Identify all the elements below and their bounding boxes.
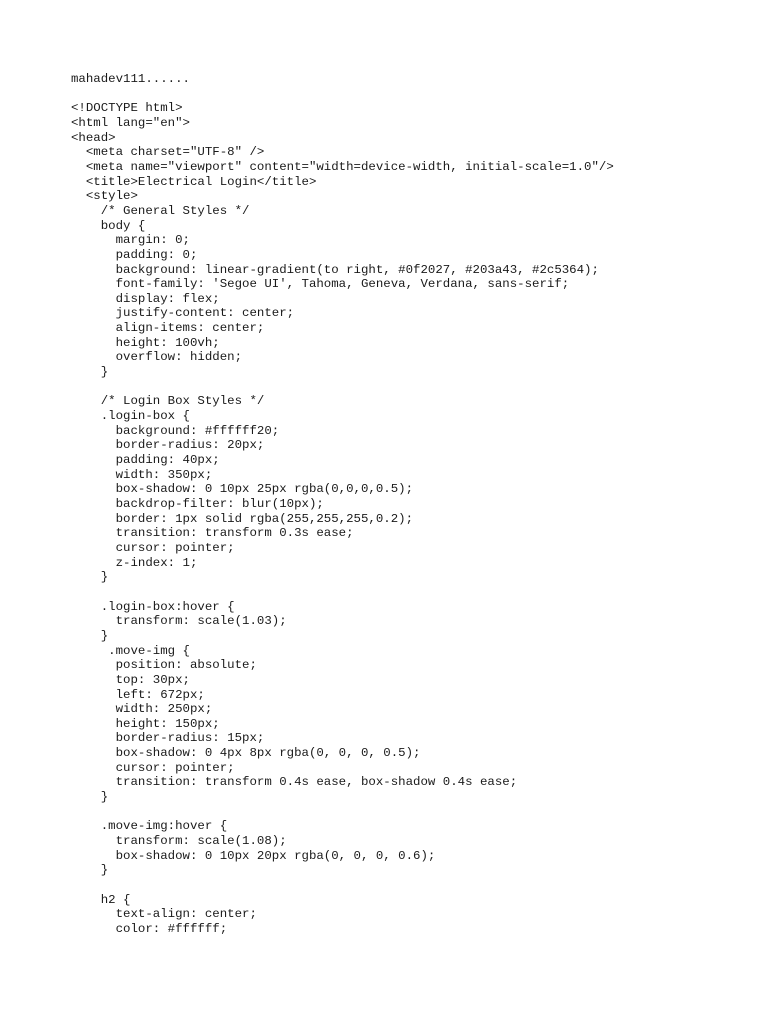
code-line: backdrop-filter: blur(10px); bbox=[71, 497, 324, 511]
code-line: transition: transform 0.3s ease; bbox=[71, 526, 354, 541]
code-line: } bbox=[71, 790, 109, 805]
code-line: <meta charset="UTF-8" /> bbox=[71, 145, 265, 160]
code-line: cursor: pointer; bbox=[71, 760, 235, 775]
code-line: mahadev111...... bbox=[71, 72, 190, 86]
code-line: transform: scale(1.03); bbox=[71, 614, 287, 629]
code-line: } bbox=[71, 863, 109, 878]
code-line: height: 150px; bbox=[71, 716, 220, 731]
code-line: box-shadow: 0 4px 8px rgba(0, 0, 0, 0.5); bbox=[71, 746, 421, 761]
code-line: width: 250px; bbox=[71, 702, 213, 717]
code-line: width: 350px; bbox=[71, 467, 213, 482]
code-line: margin: 0; bbox=[71, 233, 190, 248]
code-line: justify-content: center; bbox=[71, 306, 295, 321]
code-line bbox=[71, 878, 751, 893]
code-line: body { bbox=[71, 218, 146, 233]
code-line: transition: transform 0.4s ease, box-shadow 0.4s ease; bbox=[71, 775, 518, 790]
code-line: padding: 0; bbox=[71, 247, 198, 262]
code-line bbox=[71, 380, 751, 395]
code-line bbox=[71, 87, 751, 102]
code-line: color: #ffffff; bbox=[71, 921, 228, 936]
code-line: .login-box { bbox=[71, 409, 190, 424]
code-line: top: 30px; bbox=[71, 672, 190, 687]
code-line: align-items: center; bbox=[71, 321, 265, 336]
code-line: } bbox=[71, 570, 109, 585]
code-line: <head> bbox=[71, 130, 116, 145]
code-line: position: absolute; bbox=[71, 658, 257, 673]
code-line: h2 { bbox=[71, 892, 131, 907]
code-line: display: flex; bbox=[71, 291, 220, 306]
code-text-block bbox=[71, 72, 751, 937]
code-line: transform: scale(1.08); bbox=[71, 834, 287, 849]
code-line: overflow: hidden; bbox=[71, 350, 243, 365]
code-line: border-radius: 15px; bbox=[71, 731, 265, 746]
code-line: /* General Styles */ bbox=[71, 203, 250, 218]
code-line: box-shadow: 0 10px 20px rgba(0, 0, 0, 0.6); bbox=[71, 848, 436, 863]
code-line: border: 1px solid rgba(255,255,255,0.2); bbox=[71, 511, 414, 526]
code-line: .move-img { bbox=[71, 643, 190, 658]
code-line: box-shadow: 0 10px 25px rgba(0,0,0,0.5); bbox=[71, 482, 414, 497]
code-line: } bbox=[71, 365, 109, 380]
code-line: left: 672px; bbox=[71, 687, 205, 702]
code-line: background: #ffffff20; bbox=[71, 423, 280, 438]
code-line bbox=[71, 585, 751, 600]
code-line: border-radius: 20px; bbox=[71, 438, 265, 453]
code-line: text-align: center; bbox=[71, 907, 257, 922]
code-line: <title>Electrical Login</title> bbox=[71, 174, 317, 189]
code-line: .login-box:hover { bbox=[71, 599, 235, 614]
code-line: .move-img:hover { bbox=[71, 819, 228, 834]
code-line: cursor: pointer; bbox=[71, 540, 235, 555]
code-line: } bbox=[71, 628, 109, 643]
code-line: <meta name="viewport" content="width=device-width, initial-scale=1.0"/> bbox=[71, 159, 614, 174]
code-line: font-family: 'Segoe UI', Tahoma, Geneva, Verdana, sans-serif; bbox=[71, 277, 570, 292]
code-line: <!DOCTYPE html> bbox=[71, 101, 183, 116]
code-line bbox=[71, 805, 751, 820]
code-line: <html lang="en"> bbox=[71, 115, 190, 130]
code-line: padding: 40px; bbox=[71, 453, 220, 468]
code-line: background: linear-gradient(to right, #0f2027, #203a43, #2c5364); bbox=[71, 262, 599, 277]
code-line: <style> bbox=[71, 189, 138, 204]
code-line: z-index: 1; bbox=[71, 555, 198, 570]
code-line: /* Login Box Styles */ bbox=[71, 394, 265, 409]
code-line: height: 100vh; bbox=[71, 335, 220, 350]
